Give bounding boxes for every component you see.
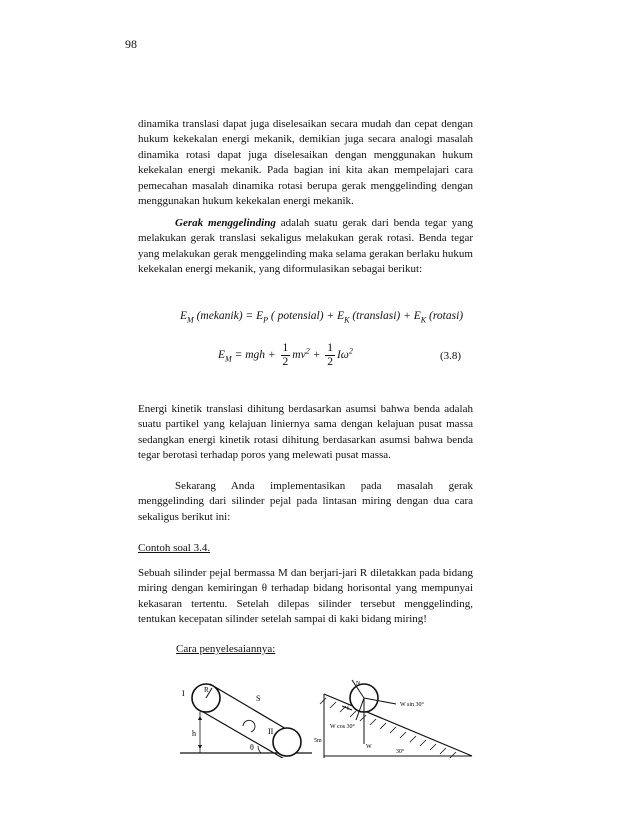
svg-text:II: II — [268, 727, 274, 736]
svg-text:S: S — [256, 694, 261, 703]
equation-3-8: $E_M$ = mgh + $\frac{1}{2}$ $mv^2$ + $\frac{1}{2}$ $I\omega^2$ — [218, 342, 353, 368]
svg-text:W: W — [366, 744, 372, 750]
paragraph-kinetic-energy: Energi kinetik translasi dihitung berdasarkan asumsi bahwa benda adalah suatu partikel yang kelajuan liniernya sama dengan kelajuan pusat massa sedangkan energi kinetik rotasi dihitung berdasarkan asumsi bahwa benda tegar berotasi terhadap poros yang melewati pusat massa. — [138, 403, 473, 462]
paragraph-example-problem: Sebuah silinder pejal bermassa M dan berjari-jari R diletakkan pada bidang miring dengan kemiringan θ terhadap bidang horisontal yang mempunyai kekasaran tertentu. Setelah dilepas silinder tersebut menggelinding, tentukan kecepatan silinder setelah sampai di kaki bidang miring! — [138, 567, 473, 626]
paragraph-rolling-definition — [138, 216, 473, 278]
cylinder-bottom-icon — [273, 728, 301, 756]
page-number: 98 — [125, 37, 137, 51]
svg-text:W sin 30°: W sin 30° — [400, 702, 424, 708]
svg-text:f: f — [347, 706, 349, 712]
paragraph-implementation: Sekarang Anda implementasikan pada masalah gerak menggelinding dari silinder pejal pada lintasan miring dengan dua cara sekaligus berikut ini: — [138, 480, 473, 523]
svg-text:N: N — [356, 681, 361, 687]
example-heading: Contoh soal 3.4. — [138, 542, 211, 554]
equation-number: (3.8) — [440, 350, 462, 362]
svg-text:I: I — [182, 689, 185, 698]
figure-cylinder-incline — [170, 676, 315, 758]
equation-energy-sum: $E_M$ (mekanik) = $E_P$ ( potensial) + $E_K$ (translasi) + $E_K$ (rotasi) — [180, 310, 464, 325]
term-gerak-menggelinding: Gerak menggelinding — [175, 217, 276, 229]
svg-text:θ: θ — [250, 743, 254, 752]
svg-text:h: h — [192, 729, 196, 738]
rotation-arrow-icon — [243, 720, 255, 732]
svg-text:R: R — [204, 686, 209, 694]
solution-heading: Cara penyelesaiannya: — [176, 643, 276, 655]
svg-text:W cos 30°: W cos 30° — [330, 724, 355, 730]
figure-force-diagram — [312, 676, 482, 758]
paragraph-rolling-text: adalah suatu gerak dari benda tegar yang melakukan gerak translasi sekaligus melakukan gerak rotasi. Benda tegar yang melakukan gerak menggelinding maka selama gerakan berlaku hukum kekekalan energi mekanik, yang diformulasikan sebagai berikut: — [138, 217, 473, 276]
paragraph-intro: dinamika translasi dapat juga diselesaikan secara mudah dan cepat dengan hukum kekekalan energi mekanik, demikian juga secara analogi masalah dinamika rotasi dapat juga diselesaikan dengan menggunakan hukum kekekalan energi mekanik. Pada bagian ini kita akan mempelajari cara pemecahan masalah dinamika rotasi berupa gerak menggelinding dengan menggunakan hukum kekekalan energi mekanik. — [138, 118, 473, 208]
svg-text:30°: 30° — [396, 749, 405, 755]
svg-text:5m: 5m — [314, 738, 322, 744]
